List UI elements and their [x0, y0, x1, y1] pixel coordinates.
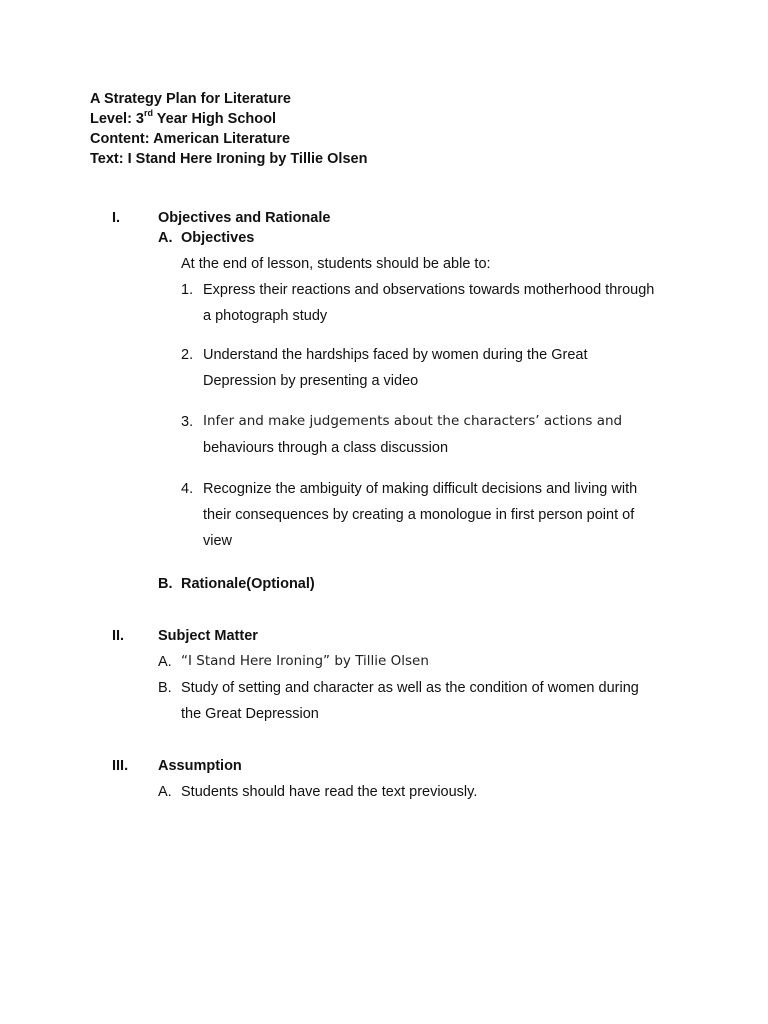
objective-2-number: 2.	[181, 347, 194, 363]
objective-2-line1: Understand the hardships faced by women during the Great	[203, 347, 588, 363]
objective-4-number: 4.	[181, 481, 194, 497]
objective-4-line1: Recognize the ambiguity of making difficult decisions and living with	[203, 481, 638, 497]
section-1a-title: Objectives	[181, 230, 255, 246]
section-1-title: Objectives and Rationale	[158, 210, 331, 226]
section-1-numeral: I.	[112, 210, 121, 226]
objective-1-line2: a photograph study	[203, 308, 328, 324]
objective-1-line1: Express their reactions and observations towards motherhood through	[203, 282, 655, 298]
objective-2-line2: Depression by presenting a video	[203, 373, 419, 389]
level-prefix: Level: 3	[90, 111, 144, 127]
section-1b-letter: B.	[158, 576, 173, 592]
section-3a-letter: A.	[158, 784, 172, 800]
level-superscript: rd	[144, 108, 153, 118]
objective-4-line2: their consequences by creating a monologue in first person point of	[203, 507, 635, 523]
objective-3-line1: Infer and make judgements about the characters’ actions and	[203, 413, 623, 429]
text-line: Text: I Stand Here Ironing by Tillie Olsen	[90, 151, 368, 167]
section-3-title: Assumption	[158, 758, 242, 774]
section-2-numeral: II.	[112, 628, 125, 644]
section-2a-letter: A.	[158, 654, 172, 670]
content-line: Content: American Literature	[90, 131, 291, 147]
section-2b-line2: the Great Depression	[181, 706, 319, 722]
section-2-title: Subject Matter	[158, 628, 258, 644]
objective-3-number: 3.	[181, 414, 194, 430]
section-2b-letter: B.	[158, 680, 172, 696]
level-suffix: Year High School	[153, 111, 277, 127]
document-title: A Strategy Plan for Literature	[90, 91, 291, 107]
section-3-numeral: III.	[112, 758, 129, 774]
objective-1-number: 1.	[181, 282, 194, 298]
objective-4-line3: view	[203, 533, 233, 549]
section-3a-text: Students should have read the text previously.	[181, 784, 478, 800]
objectives-intro: At the end of lesson, students should be able to:	[181, 256, 491, 272]
section-2a-text: “I Stand Here Ironing” by Tillie Olsen	[181, 653, 429, 669]
objective-3-line2: behaviours through a class discussion	[203, 440, 449, 456]
section-1a-letter: A.	[158, 230, 173, 246]
level-line	[90, 108, 277, 127]
section-1b-title: Rationale(Optional)	[181, 576, 315, 592]
section-2b-line1: Study of setting and character as well as the condition of women during	[181, 680, 639, 696]
